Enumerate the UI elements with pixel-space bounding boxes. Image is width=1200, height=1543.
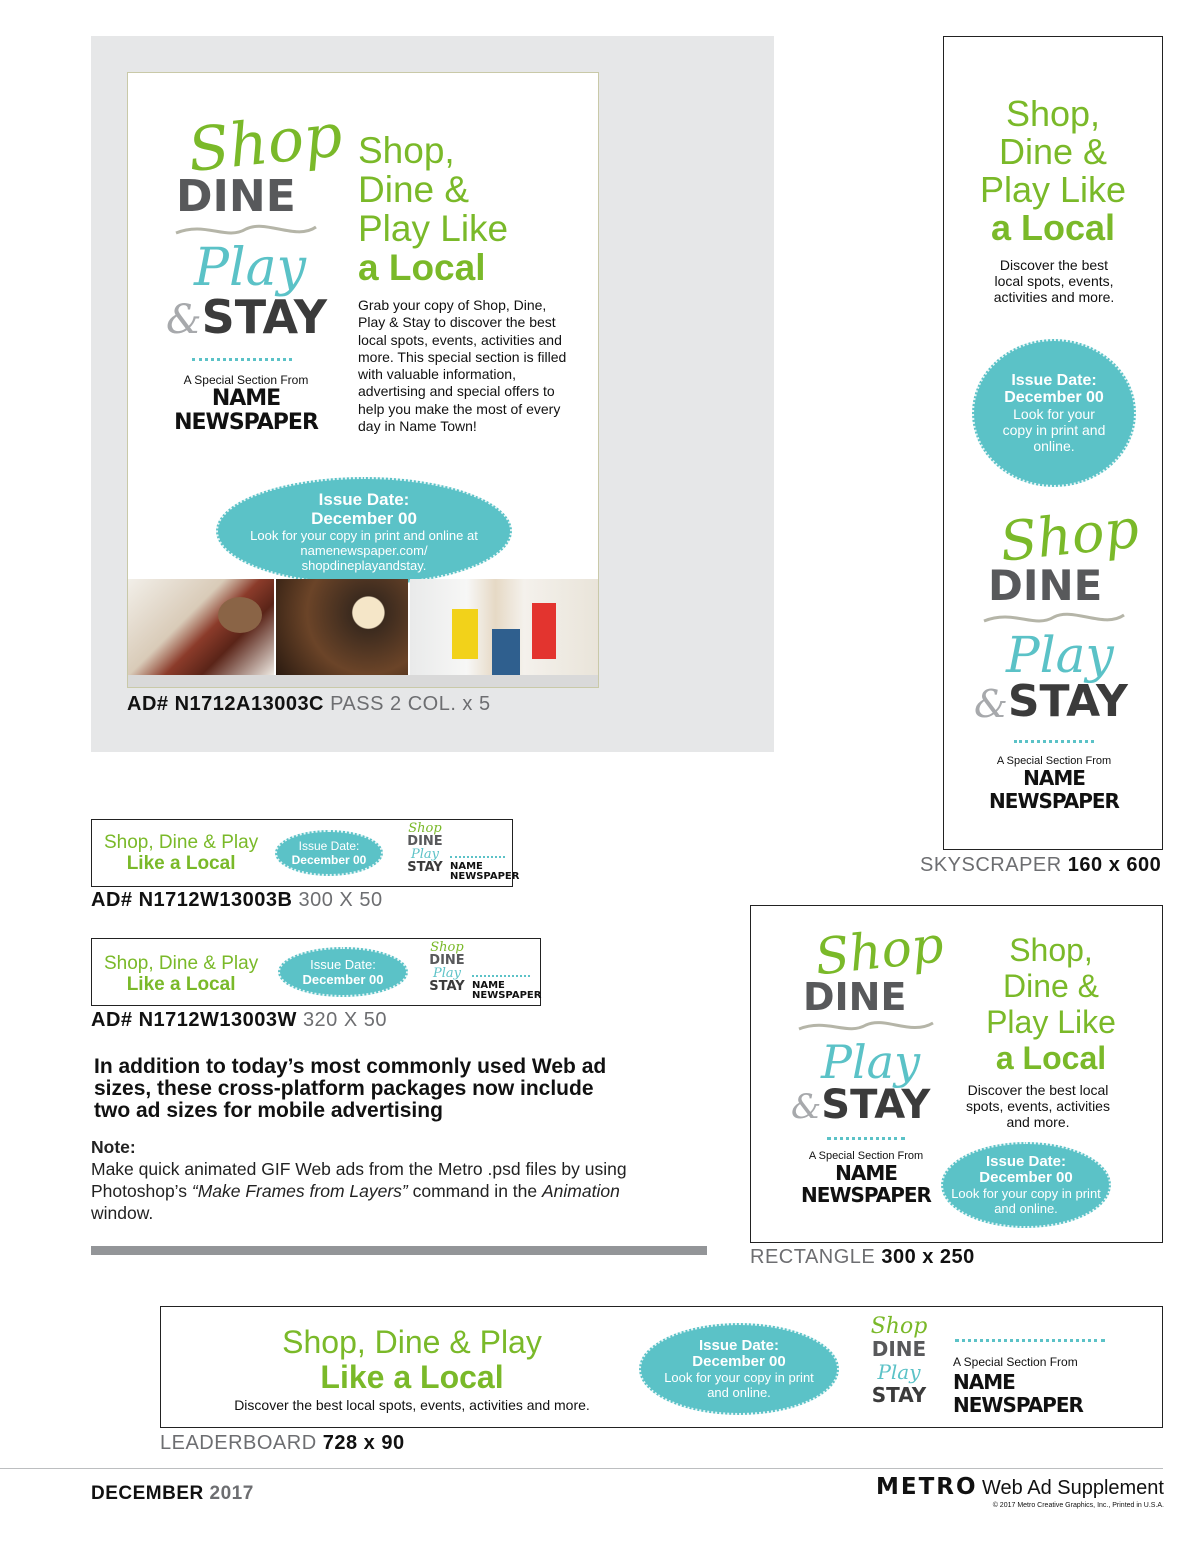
logo-play: Play <box>877 1360 921 1384</box>
headline-line: Shop, Dine & Play <box>104 953 259 974</box>
special-section-label: A Special Section From <box>953 1355 1078 1369</box>
logo-play: Play <box>1006 626 1114 684</box>
rectangle-body: Discover the best local spots, events, activities and more. <box>966 1082 1110 1130</box>
headline-line: Play Like <box>986 1004 1116 1040</box>
banner-320-caption <box>91 1009 387 1032</box>
issue-date-oval <box>941 1142 1111 1228</box>
footer-rule <box>0 1468 1163 1469</box>
issue-date-oval <box>216 477 512 585</box>
mini-newspaper <box>472 981 541 1001</box>
logo-play: Play <box>411 847 439 862</box>
logo-dine: DINE <box>803 975 907 1019</box>
issue-date-value: December 00 <box>692 1353 786 1370</box>
ad-number: AD# N1712A13003C <box>127 693 325 715</box>
newspaper-name: NAME <box>835 1161 897 1185</box>
issue-date-body: Look for your copy in print and online. <box>664 1370 814 1400</box>
section-divider <box>91 1246 707 1255</box>
dotted-divider <box>192 358 292 361</box>
note-label: Note: <box>91 1137 136 1157</box>
mini-newspaper <box>953 1371 1083 1417</box>
dotted-divider <box>450 856 505 858</box>
logo-stay: STAY <box>201 290 328 344</box>
logo-shop: Shop <box>812 915 947 987</box>
skyscraper-body: Discover the best local spots, events, activities and more. <box>993 257 1115 305</box>
logo <box>166 100 346 435</box>
newspaper-name: NAME <box>1023 766 1085 790</box>
rectangle-ad <box>750 905 1163 1243</box>
logo-dine: DINE <box>176 171 296 222</box>
dotted-divider <box>827 1137 905 1140</box>
ad-number: AD# N1712W13003W <box>91 1009 297 1031</box>
rectangle-headline <box>961 932 1141 1076</box>
issue-date-title: Issue Date: <box>310 957 376 972</box>
special-section-label: A Special Section From <box>183 373 309 387</box>
print-body: Grab your copy of Shop, Dine, Play & Stay to discover the best local spots, events, activities and more. This special section is filled with valuable information, advertising and special offers to help you make the most of every day in Name Town! <box>358 297 567 435</box>
swirl-ornament-icon <box>166 219 326 237</box>
headline-line: Dine & <box>1002 968 1100 1004</box>
mini-newspaper <box>450 862 519 882</box>
logo-shop: Shop <box>997 496 1142 574</box>
issue-date-oval <box>639 1323 839 1415</box>
newspaper-name: NAME <box>211 386 281 411</box>
rectangle-caption <box>750 1246 975 1269</box>
skyscraper-caption <box>920 854 1161 877</box>
ad-type: LEADERBOARD <box>160 1432 317 1454</box>
ad-size: PASS 2 COL. x 5 <box>330 693 491 715</box>
mini-logo <box>422 941 472 993</box>
logo-ampersand: & <box>791 1087 822 1127</box>
note-text: Make quick animated GIF Web ads from the Metro .psd files by using Photoshop’s “Make Frames from Layers” command in the Animation window. <box>91 1159 627 1223</box>
headline-line: Dine & <box>998 131 1108 172</box>
headline-line: Shop, <box>1009 932 1093 968</box>
logo <box>791 915 947 1207</box>
headline-line: Shop, <box>358 130 455 171</box>
newspaper-title: NEWSPAPER <box>472 990 542 1001</box>
logo-ampersand: & <box>166 297 202 343</box>
headline-line: Dine & <box>358 169 470 210</box>
banner-headline <box>104 953 258 995</box>
ad-size: 320 X 50 <box>302 1009 388 1031</box>
leaderboard-body: Discover the best local spots, events, activities and more. <box>234 1397 590 1413</box>
logo-play: Play <box>433 966 461 981</box>
headline-line: Like a Local <box>126 974 236 995</box>
newspaper-title: NEWSPAPER <box>989 789 1119 813</box>
headline-line: Like a Local <box>320 1359 504 1395</box>
dotted-divider <box>1014 740 1094 743</box>
logo-dine: DINE <box>407 834 443 849</box>
ad-type: SKYSCRAPER <box>920 854 1062 876</box>
dotted-divider <box>472 975 530 977</box>
steak-photo <box>128 579 274 675</box>
special-section-label: A Special Section From <box>996 755 1112 767</box>
metro-logo: METRO <box>876 1474 978 1500</box>
logo-shop: Shop <box>870 1314 928 1339</box>
issue-date-oval <box>275 830 383 876</box>
logo-stay: STAY <box>1007 676 1128 727</box>
issue-date-value: December 00 <box>979 1169 1073 1186</box>
shopping-photo <box>410 579 599 675</box>
headline-line: Like a Local <box>126 853 236 874</box>
skyscraper-headline <box>944 95 1162 247</box>
copyright: © 2017 Metro Creative Graphics, Inc., Printed in U.S.A. <box>992 1502 1164 1509</box>
headline-line: Play Like <box>979 169 1127 210</box>
logo-dine: DINE <box>988 561 1103 610</box>
issue-date-oval <box>972 339 1136 487</box>
headline-line: a Local <box>358 247 486 288</box>
newspaper-name: NAME <box>953 1370 1015 1394</box>
logo-shop: Shop <box>408 821 442 836</box>
logo-stay: STAY <box>407 860 443 875</box>
logo-play: Play <box>194 238 306 298</box>
logo-ampersand: & <box>974 682 1008 726</box>
issue-date-body: Look for your copy in print and online. <box>1002 406 1106 454</box>
photo-strip-base <box>128 675 599 688</box>
headline-line: Shop, <box>1005 93 1101 134</box>
print-ad-caption <box>127 693 491 716</box>
newspaper-name: NAME <box>450 861 483 872</box>
leaderboard-ad <box>160 1306 1163 1428</box>
footer-month: DECEMBER <box>91 1483 204 1504</box>
issue-date-title: Issue Date: <box>1011 372 1097 389</box>
issue-date-value: December 00 <box>302 972 384 987</box>
issue-date-title: Issue Date: <box>985 1153 1067 1170</box>
dotted-divider <box>955 1339 1105 1342</box>
issue-date-title: Issue Date: <box>698 1337 780 1354</box>
footer-brand <box>868 1474 1164 1509</box>
leaderboard-headline <box>197 1325 627 1395</box>
skyscraper-ad <box>943 36 1163 850</box>
ad-size: 300 x 250 <box>881 1246 975 1268</box>
issue-date-body: Look for your copy in print and online at namenewspaper.com/ shopdineplayandstay. <box>250 527 478 573</box>
newspaper-name: NAME <box>472 980 505 991</box>
logo-play: Play <box>821 1035 921 1089</box>
headline-line: a Local <box>995 1040 1107 1076</box>
footer-year: 2017 <box>209 1483 254 1504</box>
leaderboard-caption <box>160 1432 405 1455</box>
ad-type: RECTANGLE <box>750 1246 876 1268</box>
brand-subtitle: Web Ad Supplement <box>982 1477 1164 1499</box>
banner-320-ad <box>91 938 541 1006</box>
banner-300-ad <box>91 819 520 887</box>
logo <box>974 496 1142 813</box>
newspaper-title: NEWSPAPER <box>450 871 520 882</box>
issue-date-oval <box>278 947 408 997</box>
logo-shop: Shop <box>430 940 464 955</box>
issue-date-value: December 00 <box>311 508 417 528</box>
print-headline <box>358 131 508 287</box>
logo-stay: STAY <box>871 1383 927 1407</box>
logo-dine: DINE <box>871 1337 927 1361</box>
logo-stay: STAY <box>429 979 465 994</box>
banner-300-caption <box>91 889 383 912</box>
headline-line: a Local <box>990 207 1116 248</box>
special-section-label: A Special Section From <box>808 1150 924 1162</box>
mini-logo <box>400 822 450 874</box>
swirl-ornament-icon <box>974 607 1134 625</box>
ad-size: 728 x 90 <box>322 1432 405 1454</box>
logo-dine: DINE <box>429 953 465 968</box>
ad-number: AD# N1712W13003B <box>91 889 293 911</box>
newspaper-title: NEWSPAPER <box>953 1393 1083 1417</box>
logo-shop: Shop <box>184 100 346 187</box>
newspaper-title: NEWSPAPER <box>174 410 318 435</box>
issue-date-value: December 00 <box>291 853 367 867</box>
intro-heading: In addition to today’s most commonly used Web ad sizes, these cross-platform packages now include two ad sizes for mobile advertising <box>94 1055 607 1122</box>
headline-line: Shop, Dine & Play <box>282 1324 542 1360</box>
issue-date-body: Look for your copy in print and online. <box>951 1186 1101 1216</box>
logo-stay: STAY <box>821 1082 931 1128</box>
coffee-photo <box>276 579 408 675</box>
mini-logo <box>861 1315 937 1407</box>
print-ad <box>127 72 599 688</box>
banner-headline <box>104 832 258 874</box>
issue-date-value: December 00 <box>1004 389 1104 406</box>
issue-date-title: Issue Date: <box>298 839 360 853</box>
headline-line: Play Like <box>358 208 509 249</box>
ad-size: 300 X 50 <box>298 889 383 911</box>
footer-date <box>91 1483 254 1505</box>
swirl-ornament-icon <box>791 1016 941 1034</box>
ad-size: 160 x 600 <box>1067 854 1162 876</box>
headline-line: Shop, Dine & Play <box>104 832 259 853</box>
newspaper-title: NEWSPAPER <box>801 1183 931 1207</box>
issue-date-title: Issue Date: <box>318 489 410 509</box>
note-block <box>91 1136 671 1224</box>
